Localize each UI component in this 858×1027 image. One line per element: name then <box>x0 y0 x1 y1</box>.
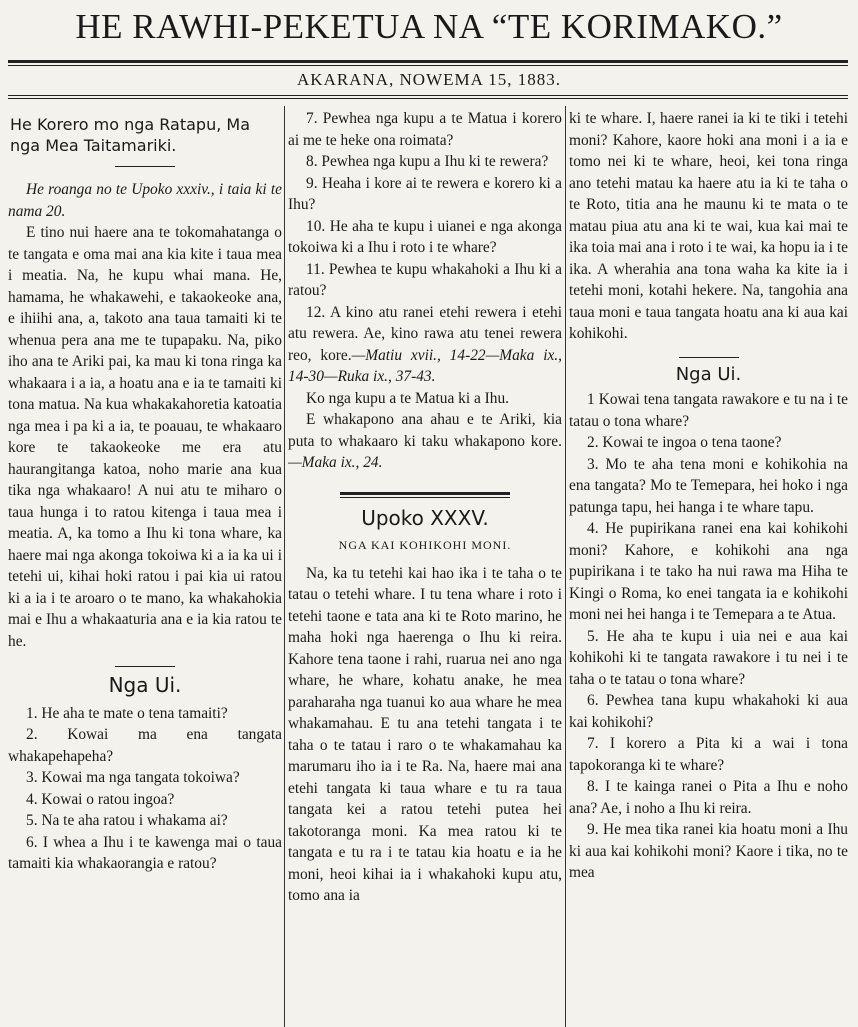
question-item: 9. Heaha i kore ai te rewera e korero ki a Ihu? <box>288 174 562 213</box>
short-rule <box>679 357 739 358</box>
question-item: 6. Pewhea tana kupu whakahoki ki aua kai kohikohi? <box>569 692 848 731</box>
dateline-rule-top <box>8 95 848 96</box>
question-item: 2. Kowai ma ena tangata whakapehapeha? <box>8 726 282 765</box>
question-item <box>288 302 562 388</box>
question-item: 9. He mea tika ranei kia hoatu moni a Ihu ki aua kai kohikohi moni? Kaore i tika, no te mea <box>569 821 848 881</box>
question-item: 8. Pewhea nga kupu a Ihu ki te rewera? <box>306 153 549 170</box>
masthead-rule-thick <box>8 60 848 63</box>
short-rule <box>115 666 175 667</box>
scripture-reference: —Maka ix., 24. <box>288 454 383 471</box>
article-title: He Korero mo nga Ratapu, Ma nga Mea Taitamariki. <box>10 115 250 155</box>
closing-line <box>288 409 562 474</box>
question-item: 1. He aha te mate o tena tamaiti? <box>26 704 228 722</box>
question-item: 4. He pupirikana ranei ena kai kohikohi moni? Kahore, e kohikohi ana nga pupirikana i te tako ha nui rawa ma Hiha te Kingi o Roma, ko enei tangata ia e kohikohi moni nei hei hanga i te Temepara a te Atua. <box>569 520 848 623</box>
question-item: 7. I korero a Pita ki a wai i tona tapokoranga ki te whare? <box>569 735 848 774</box>
masthead-rule-thin <box>8 65 848 66</box>
question-item: 3. Mo te aha tena moni e kohikohia na ena tangata? Mo te Temepara, hei hoko i nga patunga tapu, hei hanga i te whare tapu. <box>569 455 848 516</box>
column-divider <box>284 106 285 1027</box>
section-heading: Nga Ui. <box>675 363 742 385</box>
dateline-rule-bottom <box>8 98 848 99</box>
article-body: E tino nui haere ana te tokomahatanga o te tangata e oma mai ana kia kite i taua mea i meatia. Na, he kupu whai mana. He, hamama, he whakawehi, e takaokeoke ana, e ihiihi ana, a, takoto ana taua tamaiti ki te whenua pera ana me te tupapaku. Na, piko iho ana te Ariki pai, ka mau ki tona ringa ka whakaara i a ia, a hoatu ana e ia te tamaiti ki tona matua. Na kua whakakahoretia katoatia nga mea i pa ki a ia, te poauau, te whakaaro kore te takaokeoke me era atu haurangitanga katoa, noho marie ana kua tika nga whakaaro! A nui atu te miharo o taua hunga i to ratou kitenga i taua mea i meatia. A, ka tomo a Ihu ki tona whare, ka haere mai nga akonga tokoiwa ki a ia ka ui i tetehi ui, kihai hoki ratou i pai kia ui ratou ki a ia i te aroaro o te mano, ka whakahokia mai e Ihu a whakaaturia ana e ia kia ratou te he. <box>8 224 282 650</box>
section-double-rule <box>340 492 510 498</box>
question-item: 1 Kowai tena tangata rawakore e tu na i te tatau o tona whare? <box>569 391 848 430</box>
question-text: 12. A kino atu ranei etehi rewera i etehi atu rewera. Ae, kino rawa atu tenei rewera reo, kore. <box>288 303 562 364</box>
section-heading: Nga Ui. <box>108 673 182 697</box>
question-item: 6. I whea a Ihu i te kawenga mai o taua tamaiti kia whakaorangia e ratou? <box>8 833 282 872</box>
question-item: 10. He aha te kupu i uianei e nga akonga tokoiwa ki a Ihu i roto i te whare? <box>288 217 562 256</box>
chapter-heading: Upoko XXXV. <box>361 505 489 530</box>
closing-line: Ko nga kupu a te Matua ki a Ihu. <box>306 389 510 407</box>
dateline: AKARANA, NOWEMA 15, 1883. <box>297 70 561 89</box>
question-item: 7. Pewhea nga kupu a te Matua i korero ai me te heke ona roimata? <box>288 110 562 149</box>
question-item: 8. I te kainga ranei o Pita a Ihu e noho ana? Ae, i noho a Ihu ki reira. <box>569 778 848 817</box>
question-item: 11. Pewhea te kupu whakahoki a Ihu ki a ratou? <box>288 260 562 299</box>
column-1 <box>8 108 282 1023</box>
chapter-body: Na, ka tu tetehi kai hao ika i te taha o te tatau o tetehi whare. I tu tena whare i roto i tetehi taone e tata ana ki te Roto marino, he maha hoki nga haerenga o Ihu ki reira. Kahore tena taone i rahi, ruarua nei ano nga whare, he whare, kohatu anake, he mea paraharaha nga tuanui ko aua whare he mea whakamahau. E tu ana tetehi tangata i te taha o te tatau i raro o te whakamahau ka marumaru iho ia i te Ra. Na, haere mai ana etehi tangata ki taua whare e tu ra taua tangata kei a ratou tetehi putea hei takotoranga moni. Ka mea ratou ki te tangata e tu ra i te tatau kia hoatu e ia he moni, heoi kihai ia i whakahoki kupu atu, tomo ana ia <box>288 564 562 904</box>
column-2 <box>288 108 562 1023</box>
closing-text: E whakapono ana ahau e te Ariki, kia puta to whakaaro ki taku whakapono kore. <box>288 411 562 450</box>
column-3 <box>569 108 848 1023</box>
question-item: 3. Kowai ma nga tangata tokoiwa? <box>26 769 240 786</box>
question-item: 2. Kowai te ingoa o tena taone? <box>587 434 782 451</box>
chapter-subheading: NGA KAI KOHIKOHI MONI. <box>338 538 512 552</box>
column-divider <box>565 106 566 1027</box>
question-item: 5. Na te aha ratou i whakama ai? <box>26 812 228 829</box>
masthead-title: HE RAWHI-PEKETUA NA “TE KORIMAKO.” <box>75 7 783 46</box>
article-subhead: He roanga no te Upoko xxxiv., i taia ki te nama 20. <box>8 181 282 220</box>
question-item: 4. Kowai o ratou ingoa? <box>26 790 175 808</box>
scripture-reference: —Matiu xvii., 14-22—Maka ix., 14-30—Ruka ix., 37-43. <box>288 346 562 385</box>
short-rule <box>115 166 175 167</box>
question-item: 5. He aha te kupu i uia nei e aua kai kohikohi ki te tangata rawakore i tu nei i te taha o te tatau o tona whare? <box>569 627 848 688</box>
chapter-body-continued: ki te whare. I, haere ranei ia ki te tiki i tetehi moni? Kahore, kaore hoki ana moni i a ia e tomo nei ki te whare, heoi, kei tona ringa ano tetehi matau ka haere atu ia ki te taha o te Roto, titia ana he maunu ki te mata o te matau piua atu ana ki te wai, kua kai mai te ika toia mai ana i roto i te wai, ka hopu ia i te ika. A wherahia ana tona waha ka kite ia i tetehi moni, kotahi hekere. Na, tangohia ana taua moni e taua tangata hoatu ana ki aua kai kohikohi. <box>569 110 848 342</box>
